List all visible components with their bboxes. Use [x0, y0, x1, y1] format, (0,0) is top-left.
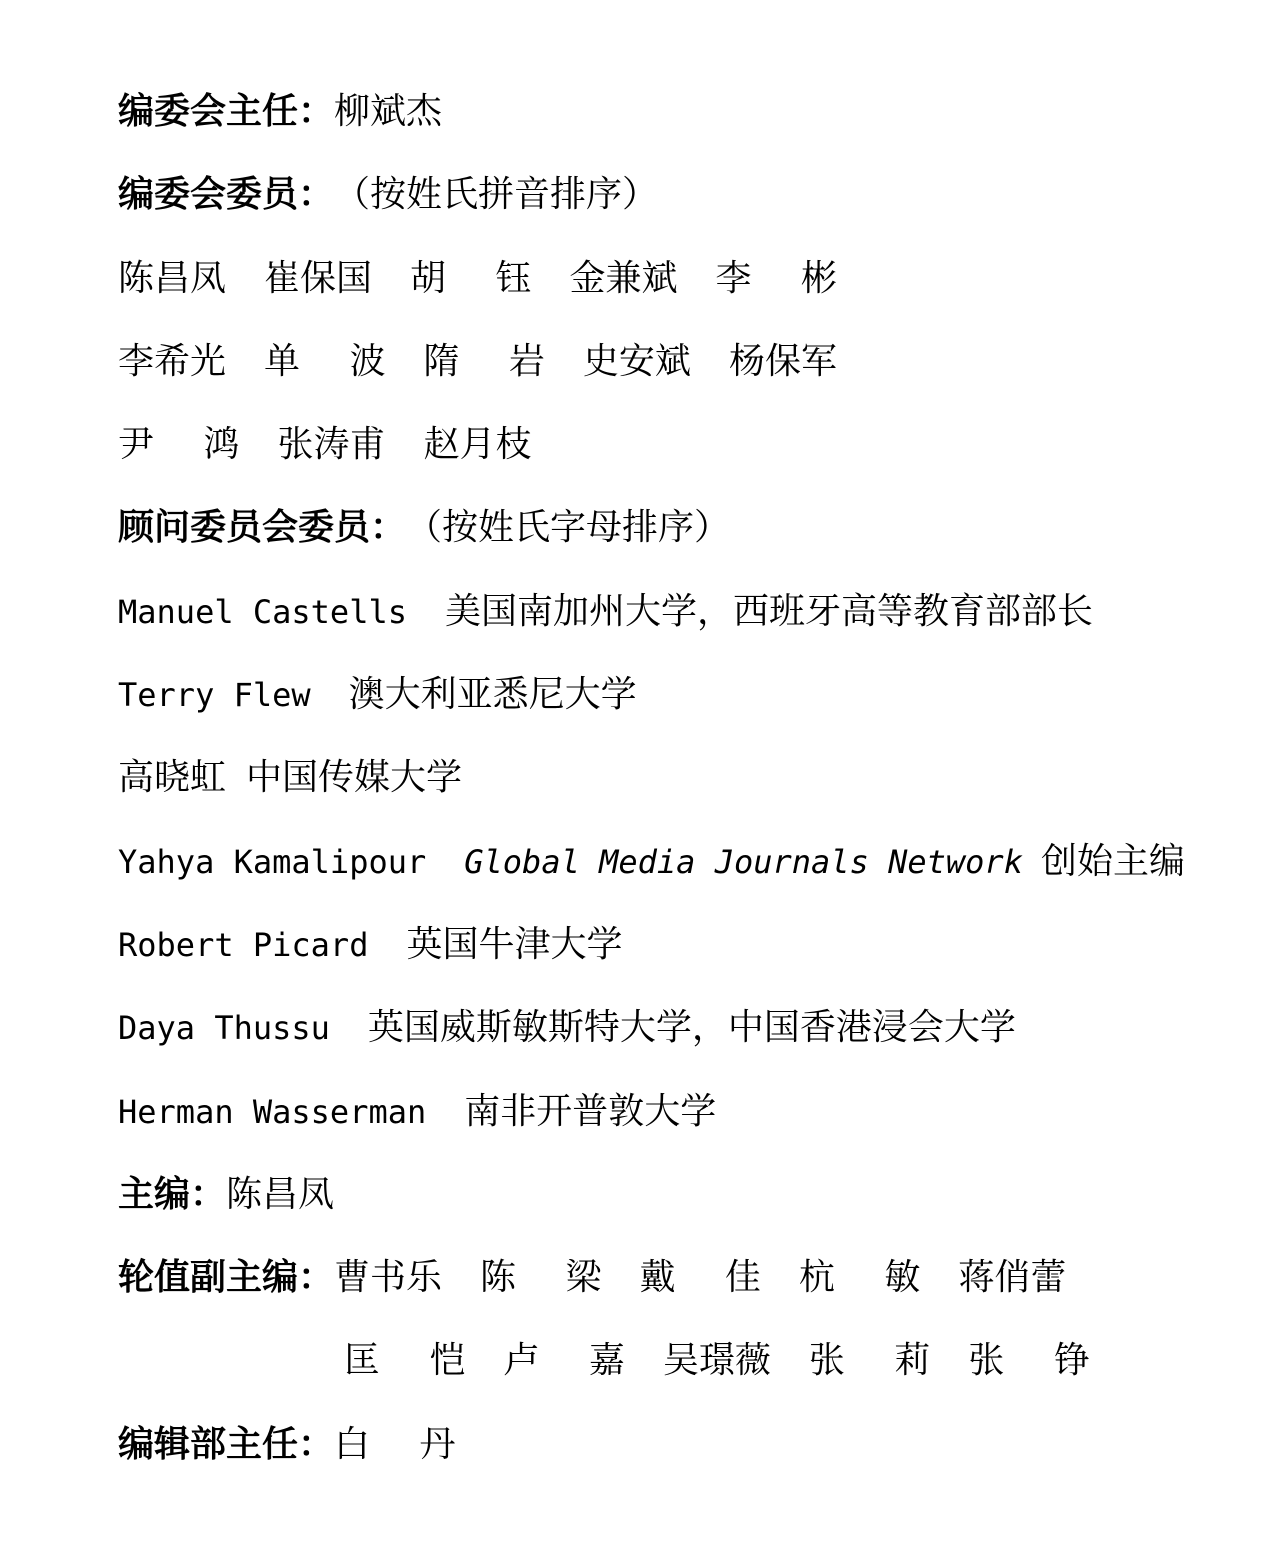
advisory-heading-line — [118, 499, 1248, 582]
advisor-name: 高晓虹 — [118, 757, 227, 799]
editorial-office-director-name: 白 丹 — [334, 1423, 456, 1465]
deputy-editor-name: 吴璟薇 — [662, 1340, 771, 1382]
advisor-affiliation: 中国传媒大学 — [246, 757, 463, 799]
advisory-member-line — [118, 666, 1248, 749]
deputy-editor-name: 匡 恺 — [344, 1340, 466, 1382]
committee-director-line — [118, 83, 1248, 166]
member-name: 尹 鸿 — [118, 424, 240, 466]
member-name: 赵月枝 — [423, 424, 532, 466]
advisor-name: Yahya Kamalipour — [118, 842, 427, 881]
committee-members-row-3 — [118, 416, 1248, 499]
editor-in-chief-name: 陈昌凤 — [226, 1173, 335, 1215]
deputy-editors-row-2 — [118, 1332, 1248, 1415]
committee-members-note: （按姓氏拼音排序） — [334, 174, 659, 216]
member-name: 陈昌凤 — [118, 257, 227, 299]
advisory-member-line — [118, 1083, 1248, 1166]
committee-members-line — [118, 166, 1248, 249]
member-name: 杨保军 — [728, 340, 837, 382]
member-name: 张涛甫 — [277, 424, 386, 466]
deputy-editor-name: 张 莉 — [808, 1340, 931, 1382]
deputy-editors-label: 轮值副主编： — [118, 1257, 335, 1299]
advisor-name: Daya Thussu — [118, 1009, 330, 1048]
advisory-member-line — [118, 916, 1248, 999]
advisory-member-line — [118, 583, 1248, 666]
advisor-name: Terry Flew — [118, 676, 311, 715]
advisory-label: 顾问委员会委员： — [118, 507, 407, 549]
member-name: 李希光 — [118, 340, 227, 382]
member-name: 史安斌 — [582, 340, 691, 382]
committee-members-label: 编委会委员： — [118, 174, 335, 216]
member-name: 李 彬 — [715, 257, 837, 299]
deputy-editors-row-1 — [118, 1249, 1248, 1332]
advisory-member-line — [118, 999, 1248, 1082]
deputy-editor-name: 张 铮 — [968, 1340, 1090, 1382]
member-name: 隋 岩 — [423, 340, 545, 382]
masthead-page — [118, 83, 1248, 1499]
advisor-affiliation-italic: Global Media Journals Network — [464, 842, 1023, 881]
advisory-member-line — [118, 749, 1248, 832]
editor-in-chief-label: 主编： — [118, 1173, 227, 1215]
advisor-affiliation: 创始主编 — [1040, 840, 1185, 882]
deputy-editor-name: 杭 敏 — [798, 1257, 921, 1299]
committee-director-name: 柳斌杰 — [334, 91, 443, 132]
editorial-office-director-label: 编辑部主任： — [118, 1423, 335, 1465]
advisory-note: （按姓氏字母排序） — [406, 507, 731, 549]
member-name: 单 波 — [264, 340, 386, 382]
advisory-member-line — [118, 833, 1248, 916]
advisor-affiliation: 南非开普敦大学 — [464, 1090, 717, 1132]
deputy-editor-name: 戴 佳 — [639, 1257, 761, 1299]
deputy-editor-name: 蒋俏蕾 — [958, 1257, 1067, 1299]
advisor-affiliation: 澳大利亚悉尼大学 — [348, 674, 637, 716]
advisor-affiliation: 英国威斯敏斯特大学，中国香港浸会大学 — [367, 1007, 1016, 1049]
committee-members-row-2 — [118, 333, 1248, 416]
deputy-editor-name: 卢 嘉 — [503, 1340, 625, 1382]
advisor-name: Manuel Castells — [118, 592, 407, 631]
member-name: 胡 钰 — [410, 257, 532, 299]
advisor-affiliation: 英国牛津大学 — [406, 923, 623, 965]
advisor-affiliation: 美国南加州大学，西班牙高等教育部部长 — [444, 590, 1093, 632]
member-name: 崔保国 — [264, 257, 373, 299]
committee-director-label: 编委会主任： — [118, 91, 335, 132]
editor-in-chief-line — [118, 1166, 1248, 1249]
member-name: 金兼斌 — [569, 257, 678, 299]
deputy-editor-name: 曹书乐 — [334, 1257, 443, 1299]
advisor-name: Robert Picard — [118, 925, 369, 964]
deputy-editor-name: 陈 梁 — [480, 1257, 602, 1299]
editorial-office-director-line — [118, 1416, 1248, 1499]
advisor-name: Herman Wasserman — [118, 1092, 427, 1131]
committee-members-row-1 — [118, 250, 1248, 333]
